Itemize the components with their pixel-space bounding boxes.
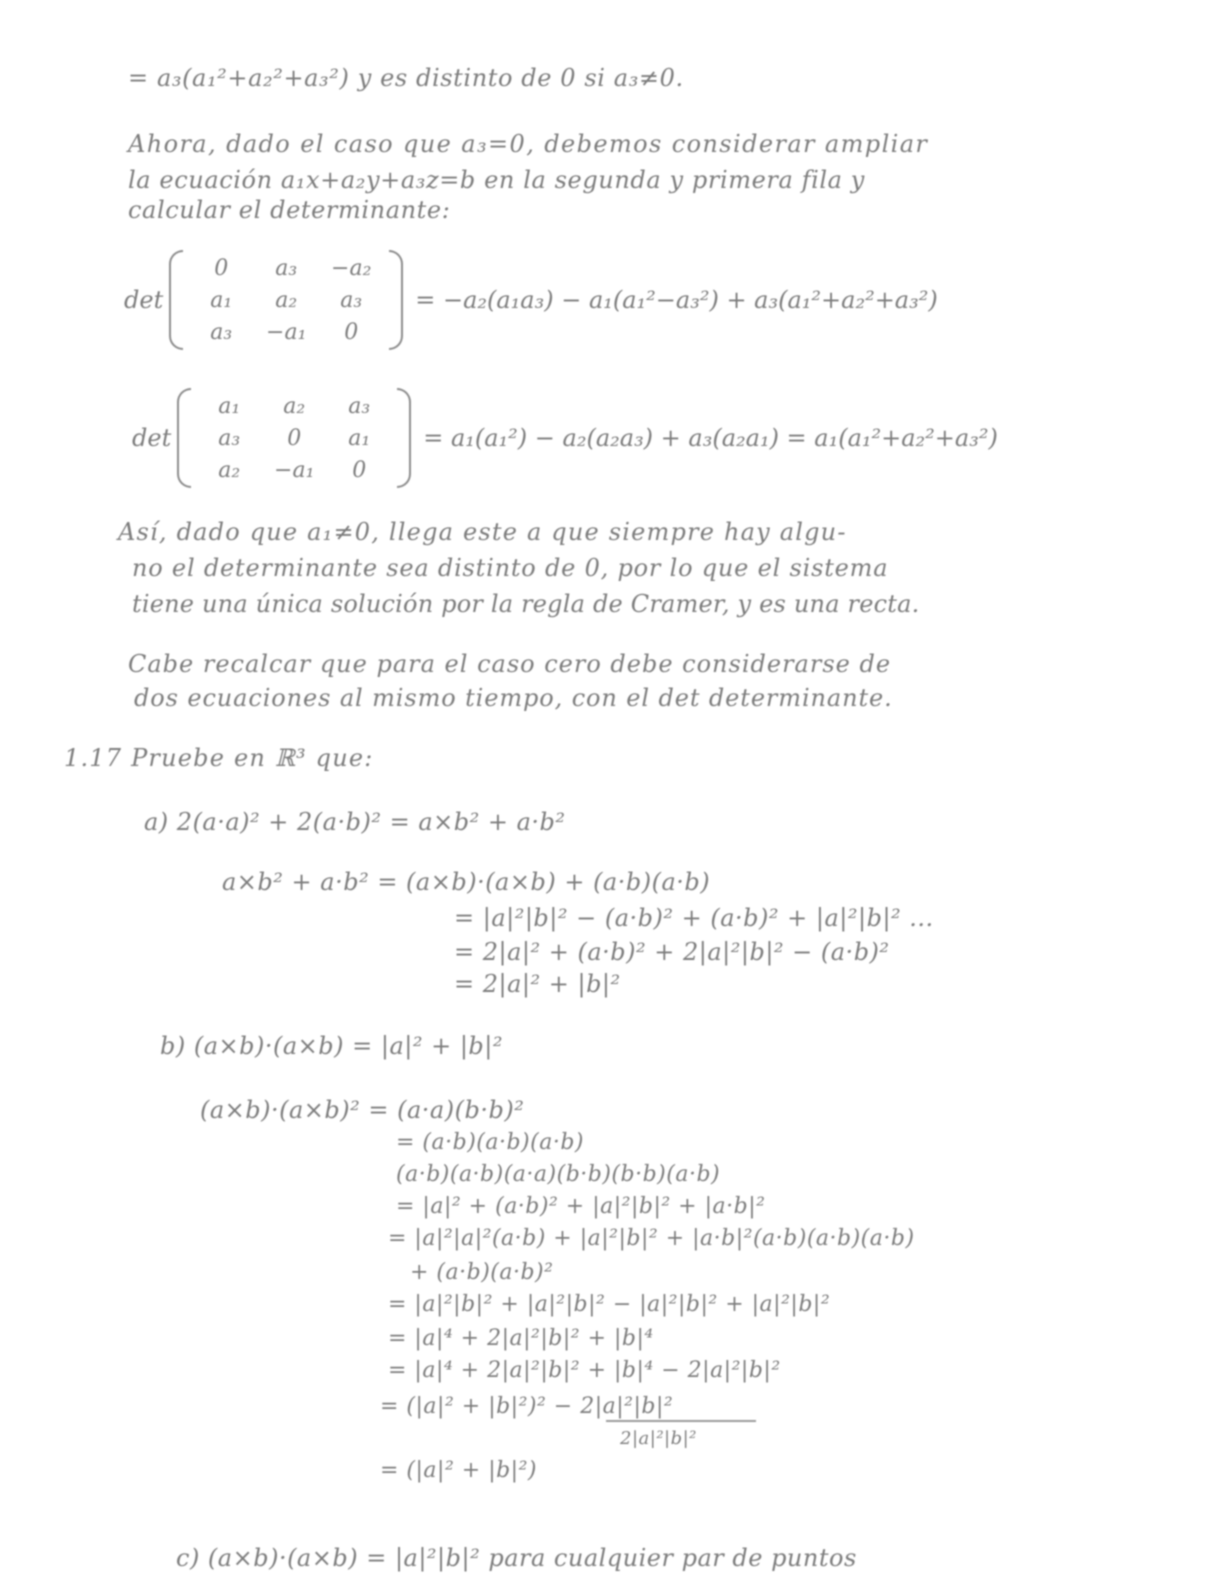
matrix-cell: −a₁ (274, 457, 315, 483)
part-c-statement: c) (a×b)·(a×b) = |a|²|b|² para cualquier par de puntos (176, 1544, 857, 1572)
part-b-step-7: = |a|²|b|² + |a|²|b|² − |a|²|b|² + |a|²|b|² (388, 1292, 831, 1317)
part-b-step-10-denominator: 2|a|²|b|² (620, 1428, 697, 1449)
paragraph-1-line-2: la ecuación a₁x+a₂y+a₃z=b en la segunda y primera fila y (128, 166, 865, 194)
paragraph-2-line-2: no el determinante sea distinto de 0, por lo que el sistema (132, 554, 889, 582)
determinant-2-result: = a₁(a₁²) − a₂(a₂a₃) + a₃(a₂a₁) = a₁(a₁²+a₂²+a₃²) (423, 424, 998, 452)
matrix-cell: −a₂ (331, 255, 372, 281)
paragraph-2-line-1: Así, dado que a₁≠0, llega este a que siempre hay algu- (118, 518, 847, 546)
paragraph-3-line-2: dos ecuaciones al mismo tiempo, con el det determinante. (134, 684, 893, 712)
paragraph-1-line-1: Ahora, dado el caso que a₃=0, debemos considerar ampliar (128, 130, 929, 158)
paragraph-1-line-3: calcular el determinante: (128, 196, 451, 224)
matrix-cell: a₃ (275, 255, 298, 281)
determinant-1-result: = −a₂(a₁a₃) − a₁(a₁²−a₃²) + a₃(a₁²+a₂²+a₃²) (415, 286, 938, 314)
matrix-cell: a₃ (210, 319, 233, 345)
matrix-cell: 0 (214, 255, 229, 281)
matrix-cell: a₃ (340, 287, 363, 313)
matrix-cell: 0 (344, 319, 359, 345)
part-b-step-6: + (a·b)(a·b)² (410, 1260, 554, 1285)
matrix-cell: a₃ (218, 425, 241, 451)
part-a-step-1: a×b² + a·b² = (a×b)·(a×b) + (a·b)(a·b) (222, 868, 711, 896)
left-paren (169, 250, 183, 350)
right-paren (397, 388, 411, 488)
matrix-2-grid (191, 390, 397, 486)
det-label: det (132, 424, 172, 452)
fraction-bar (606, 1420, 756, 1422)
part-a-step-2: = |a|²|b|² − (a·b)² + (a·b)² + |a|²|b|² ... (454, 904, 934, 932)
determinant-2 (132, 388, 998, 488)
part-b-statement: b) (a×b)·(a×b) = |a|² + |b|² (160, 1032, 503, 1060)
part-b-step-1: (a×b)·(a×b)² = (a·a)(b·b)² (200, 1096, 525, 1124)
matrix-cell: 0 (287, 425, 302, 451)
matrix-1-grid (183, 252, 389, 348)
left-paren (177, 388, 191, 488)
part-b-step-10: = (|a|² + |b|²)² − 2|a|²|b|² (380, 1394, 674, 1419)
part-b-step-8: = |a|⁴ + 2|a|²|b|² + |b|⁴ (388, 1326, 654, 1351)
matrix-cell: a₂ (218, 457, 241, 483)
part-b-step-4: = |a|² + (a·b)² + |a|²|b|² + |a·b|² (396, 1194, 766, 1219)
problem-header: 1.17 Pruebe en ℝ³ que: (64, 744, 374, 772)
part-a-step-3: = 2|a|² + (a·b)² + 2|a|²|b|² − (a·b)² (454, 938, 890, 966)
intro-line: = a₃(a₁²+a₂²+a₃²) y es distinto de 0 si a₃≠0. (128, 64, 684, 92)
determinant-1 (124, 250, 938, 350)
matrix-cell: a₁ (218, 393, 241, 419)
part-b-step-3: (a·b)(a·b)(a·a)(b·b)(b·b)(a·b) (396, 1162, 721, 1187)
matrix-cell: a₂ (283, 393, 306, 419)
part-a-statement: a) 2(a·a)² + 2(a·b)² = a×b² + a·b² (144, 808, 566, 836)
matrix-cell: a₂ (275, 287, 298, 313)
paragraph-3-line-1: Cabe recalcar que para el caso cero debe considerarse de (128, 650, 892, 678)
matrix-cell: −a₁ (266, 319, 307, 345)
matrix-cell: 0 (352, 457, 367, 483)
matrix-cell: a₁ (348, 425, 371, 451)
part-b-step-11: = (|a|² + |b|²) (380, 1458, 537, 1483)
matrix-cell: a₁ (210, 287, 233, 313)
part-b-step-5: = |a|²|a|²(a·b) + |a|²|b|² + |a·b|²(a·b)(a·b)(a·b) (388, 1226, 915, 1251)
part-b-step-9: = |a|⁴ + 2|a|²|b|² + |b|⁴ − 2|a|²|b|² (388, 1358, 781, 1383)
part-a-step-4: = 2|a|² + |b|² (454, 970, 621, 998)
det-label: det (124, 286, 164, 314)
part-b-step-2: = (a·b)(a·b)(a·b) (396, 1130, 585, 1155)
matrix-cell: a₃ (348, 393, 371, 419)
right-paren (389, 250, 403, 350)
paragraph-2-line-3: tiene una única solución por la regla de Cramer, y es una recta. (132, 590, 920, 618)
